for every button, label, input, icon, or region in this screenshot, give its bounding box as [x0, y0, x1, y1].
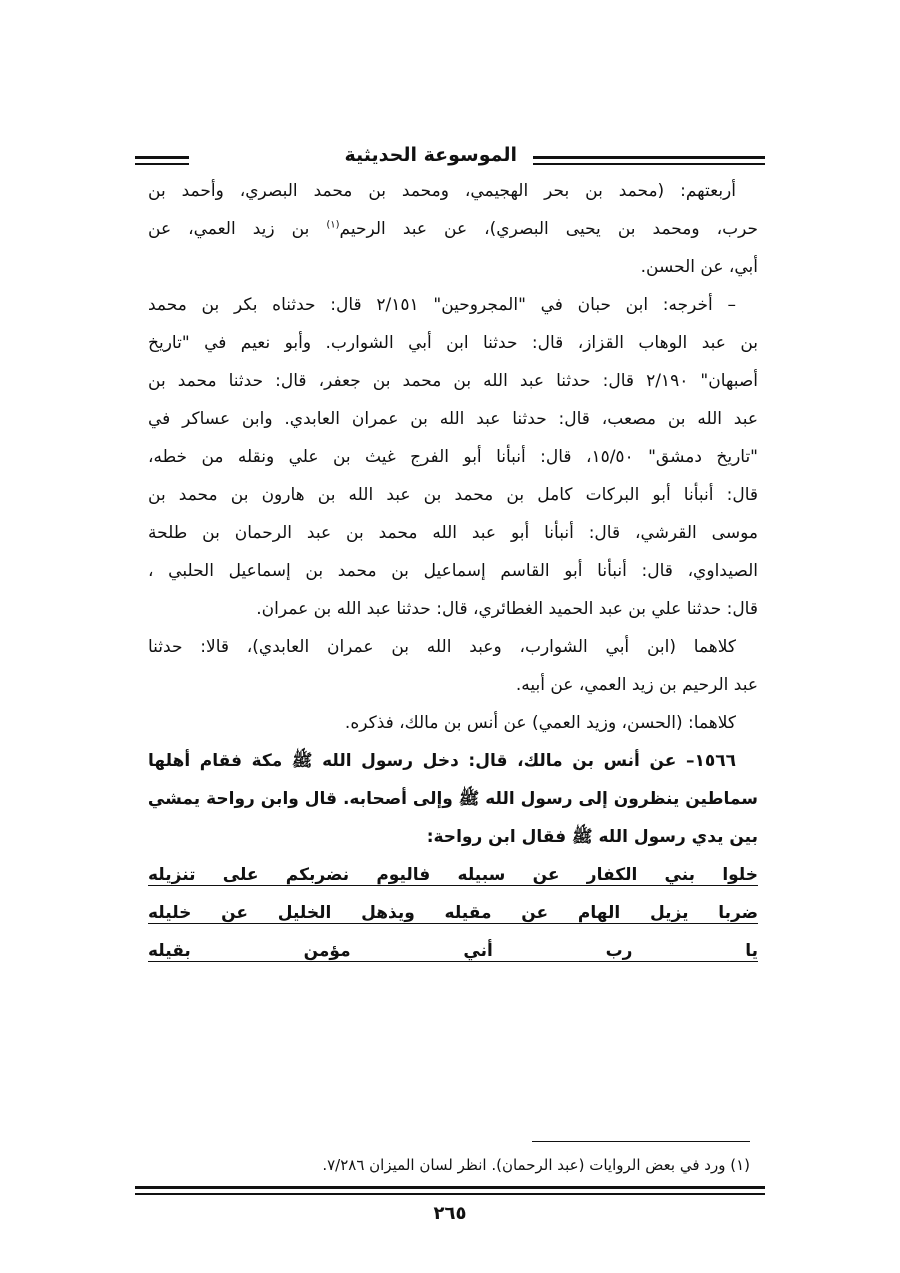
text-line: أبي، عن الحسن.	[640, 257, 758, 277]
verse-line: ضربا يزيل الهام عن مقيله ويذهل الخليل عن خليله	[148, 903, 758, 923]
text-line: موسى القرشي، قال: أنبأنا أبو عبد الله محمد بن عبد الرحمان بن طلحة	[148, 523, 758, 543]
page-number: ٢٦٥	[433, 1203, 467, 1224]
text-line: عبد الله بن مصعب، قال: حدثنا عبد الله بن عمران العابدي. وابن عساكر في	[148, 409, 758, 429]
text-line: الصيداوي، قال: أنبأنا أبو القاسم إسماعيل بن محمد بن إسماعيل الحلبي ،	[148, 561, 758, 581]
body-text	[148, 172, 758, 970]
footnote-marker: (١)	[326, 219, 340, 231]
text-segment: بن زيد العمي، عن	[148, 219, 327, 239]
header-rule-right	[533, 156, 765, 165]
footer-rule	[135, 1186, 765, 1195]
hadith-line: بين يدي رسول الله ﷺ فقال ابن رواحة:	[426, 827, 758, 847]
header-rule-left	[135, 156, 189, 165]
text-line: عبد الرحيم بن زيد العمي، عن أبيه.	[515, 675, 758, 695]
footnote: (١) ورد في بعض الروايات (عبد الرحمان). انظر لسان الميزان ٧/٢٨٦.	[322, 1156, 750, 1174]
text-line: أصبهان" ٢/١٩٠ قال: حدثنا عبد الله بن محمد بن جعفر، قال: حدثنا محمد بن	[148, 371, 759, 391]
text-line: كلاهما (ابن أبي الشوارب، وعبد الله بن عمران العابدي)، قالا: حدثنا	[148, 637, 736, 657]
footnote-separator	[532, 1141, 750, 1142]
text-line: أربعتهم: (محمد بن بحر الهجيمي، ومحمد بن محمد البصري، وأحمد بن	[148, 181, 736, 201]
text-segment: حرب، ومحمد بن يحيى البصري)، عن عبد الرحيم	[339, 219, 758, 239]
text-line	[148, 210, 758, 248]
text-line: بن عبد الوهاب القزاز، قال: حدثنا ابن أبي الشوارب. وأبو نعيم في "تاريخ	[148, 333, 758, 353]
text-line: قال: أنبأنا أبو البركات كامل بن محمد بن عبد الله بن هارون بن محمد بن	[148, 485, 758, 505]
text-line: – أخرجه: ابن حبان في "المجروحين" ٢/١٥١ قال: حدثناه بكر بن محمد	[148, 295, 736, 315]
text-line: "تاريخ دمشق" ١٥/٥٠، قال: أنبأنا أبو الفرج غيث بن علي ونقله من خطه،	[148, 447, 759, 467]
hadith-line: سماطين ينظرون إلى رسول الله ﷺ وإلى أصحابه. قال وابن رواحة يمشي	[147, 789, 758, 809]
verse-line: يا رب أني مؤمن بقيله	[148, 941, 758, 961]
text-line: كلاهما: (الحسن، وزيد العمي) عن أنس بن مالك، فذكره.	[344, 713, 736, 733]
header-title: الموسوعة الحديثية	[344, 144, 517, 166]
verse-line: خلوا بني الكفار عن سبيله فاليوم نضربكم على تنزيله	[148, 865, 758, 885]
hadith-line: ١٥٦٦– عن أنس بن مالك، قال: دخل رسول الله ﷺ مكة فقام أهلها	[148, 751, 736, 771]
text-line: قال: حدثنا علي بن عبد الحميد الغطائري، قال: حدثنا عبد الله بن عمران.	[256, 599, 758, 619]
